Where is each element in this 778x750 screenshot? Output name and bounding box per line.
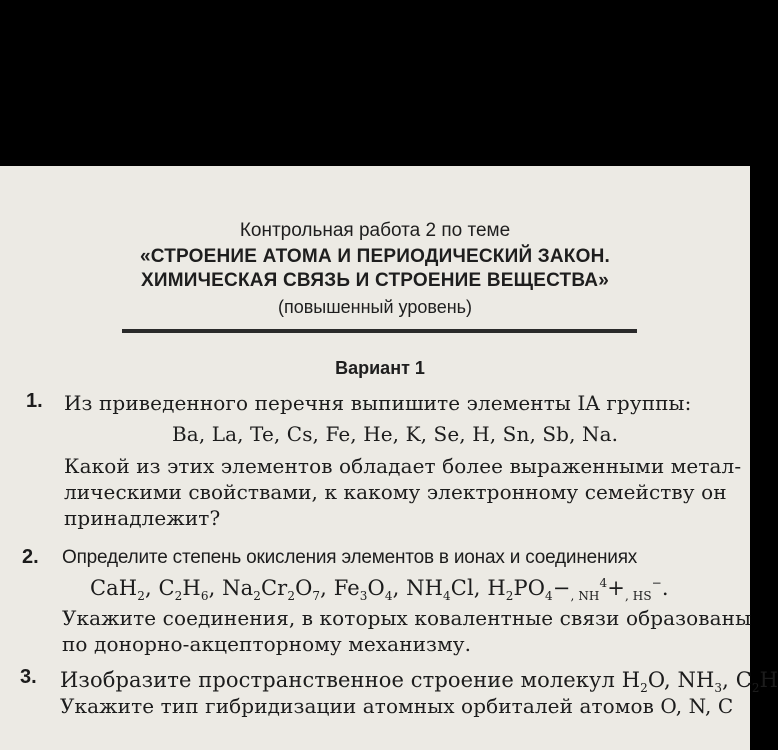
task-1-line-1: Из приведенного перечня выпишите элементы IA группы:	[64, 391, 692, 415]
task-3-line-2: Укажите тип гибридизации атомных орбиталей атомов O, N, C	[60, 694, 734, 718]
formula-text: +	[607, 576, 625, 600]
formula-sub: 2	[640, 681, 648, 696]
task-1-element-list: Ba, La, Te, Cs, Fe, He, K, Se, H, Sn, Sb, Na.	[172, 422, 619, 446]
formula-text: Cr	[261, 576, 288, 600]
formula-text: , NH	[392, 576, 444, 600]
formula-sup: −	[651, 576, 662, 590]
formula-sub: , NH	[570, 589, 600, 604]
task-2-formulas	[90, 576, 669, 604]
formula-text: Cl, H	[450, 576, 506, 600]
formula-sub: 2	[287, 589, 296, 604]
header-line-3: ХИМИЧЕСКАЯ СВЯЗЬ И СТРОЕНИЕ ВЕЩЕСТВА»	[140, 270, 609, 291]
variant-title: Вариант 1	[335, 358, 425, 378]
formula-sub: 7	[312, 589, 321, 604]
formula-sup: 4	[599, 576, 608, 590]
formula-sub: , HS	[624, 589, 652, 604]
formula-sub: 4	[384, 589, 393, 604]
header-divider	[122, 329, 637, 333]
task-1-line-3: Какой из этих элементов обладает более выраженными метал-	[64, 454, 742, 478]
formula-text: .	[661, 576, 669, 600]
header-line-4: (повышенный уровень)	[277, 297, 473, 317]
formula-sub: 2	[137, 589, 145, 604]
formula-sub: 6	[200, 589, 209, 604]
task-1-number: 1.	[26, 390, 43, 412]
task-2-number: 2.	[22, 546, 39, 568]
formula-sub: 3	[359, 589, 368, 604]
task-2-line-1: Определите степень окисления элементов в ионах и соединениях	[62, 547, 638, 568]
header-line-1: Контрольная работа 2 по теме	[239, 220, 511, 241]
formula-text: −	[552, 576, 571, 600]
formula-text: CaH	[90, 576, 138, 600]
text: , C	[722, 668, 752, 692]
task-3-number: 3.	[20, 666, 37, 688]
formula-sub: 2	[253, 589, 261, 604]
formula-sub: 4	[545, 589, 553, 604]
task-3-line-1	[60, 668, 778, 696]
task-2-line-2: Укажите соединения, в которых ковалентные связи образованы	[62, 606, 752, 630]
text: O, NH	[647, 668, 715, 692]
formula-text: , C	[144, 576, 175, 600]
formula-sub: 3	[714, 681, 723, 696]
formula-sub: 4	[443, 589, 451, 604]
formula-text: , Fe	[320, 576, 360, 600]
formula-sub: 2	[505, 589, 514, 604]
formula-sub: 2	[751, 681, 760, 696]
header-line-2: «СТРОЕНИЕ АТОМА И ПЕРИОДИЧЕСКИЙ ЗАКОН.	[140, 246, 610, 267]
formula-text: O	[295, 576, 313, 600]
task-1-line-4: лическими свойствами, к какому электронному семейству он	[64, 480, 727, 504]
formula-sub: 2	[174, 589, 183, 604]
text: H	[759, 668, 778, 692]
formula-text: , Na	[208, 576, 254, 600]
formula-text: PO	[513, 576, 546, 600]
text: Изобразите пространственное строение молекул H	[60, 668, 641, 692]
formula-text: O	[367, 576, 385, 600]
worksheet-page	[0, 166, 778, 750]
task-1-line-5: принадлежит?	[64, 506, 221, 530]
task-2-line-3: по донорно-акцепторному механизму.	[62, 632, 472, 656]
formula-text: H	[182, 576, 201, 600]
